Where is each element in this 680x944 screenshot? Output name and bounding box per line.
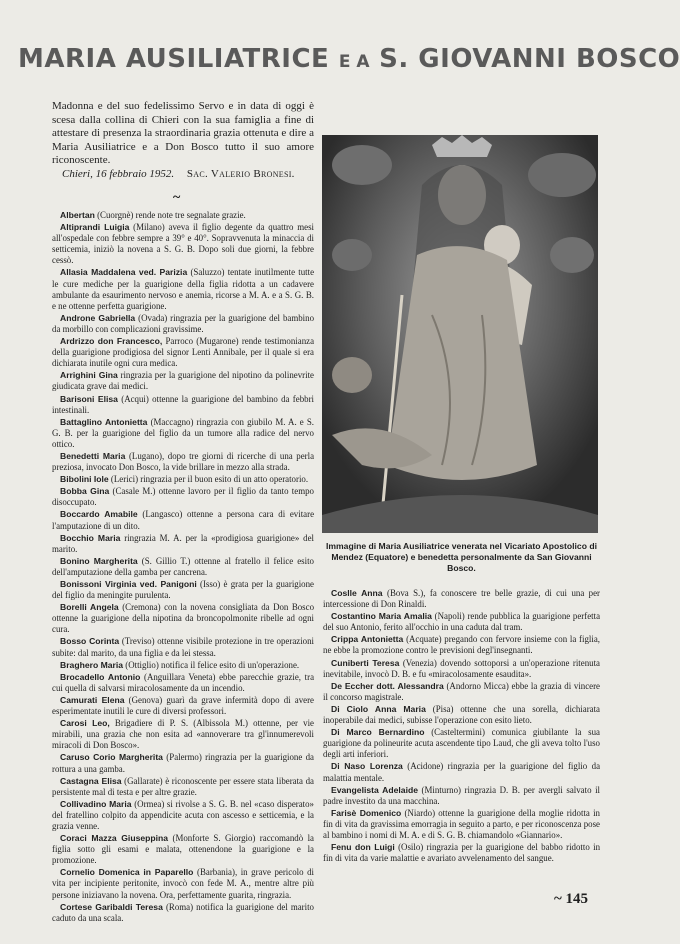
entry-text: (Acquate) pregando con fervore insieme con la figlia, ne ebbe la promozione contro le previsioni degl'insegnanti. — [323, 634, 600, 656]
entry-text: (Andorno Micca) ebbe la grazia di vincere il concorso magistrale. — [323, 680, 600, 702]
crown — [432, 135, 492, 157]
title-conjunction: E A — [338, 52, 370, 72]
grace-entry — [52, 776, 314, 798]
entry-text: (Pisa) ottenne che una sorella, dichiarata inoperabile dai medici, subisse l'operazione con esito lieto. — [323, 703, 600, 726]
cloud — [332, 145, 392, 185]
entry-text: (Minturno) ringrazia D. B. per avergli salvato il padre investito da una macchina. — [323, 784, 601, 806]
grace-entry — [323, 808, 600, 841]
grace-entry — [52, 579, 314, 601]
entry-name: Braghero Maria — [60, 659, 124, 670]
entry-text: (Napoli) rende pubblica la guarigione perfetta del suo Antonio, ferito all'occhio in una caduta dal tram. — [323, 611, 601, 633]
entry-name: Cuniberti Teresa — [331, 657, 400, 668]
entry-name: Allasia Maddalena ved. Parizia — [60, 267, 188, 278]
grace-entry — [52, 902, 314, 924]
grace-entry — [52, 417, 314, 450]
entry-text: (S. Gillio T.) ottenne al fratello il felice esito dell'amputazione della gamba per cancrena. — [52, 555, 314, 577]
entry-text: (Palermo) ringrazia per la guarigione da rottura a una gamba. — [52, 752, 314, 774]
entry-name: Borelli Angela — [60, 602, 119, 613]
entry-text: (Ovada) ringrazia per la guarigione del bambino da morbillo con complicazioni gravissime. — [52, 312, 315, 334]
entry-name: Bocchio Maria — [60, 532, 121, 543]
entry-text: ringrazia M. A. per la «prodigiosa guarigione» del marito. — [52, 532, 314, 554]
grace-entry — [52, 336, 314, 369]
page-number: ~ 145 — [554, 891, 589, 907]
grace-entry — [52, 451, 314, 473]
entry-name: Battaglino Antonietta — [60, 416, 148, 427]
entry-name: Bonino Margherita — [60, 555, 138, 566]
grace-entry — [52, 602, 314, 635]
entry-name: Costantino Maria Amalia — [331, 611, 432, 622]
entry-name: Ardrizzo don Francesco, — [60, 336, 163, 347]
grace-entry — [323, 658, 600, 680]
grace-entry — [52, 752, 314, 774]
grace-entry — [52, 867, 314, 900]
grace-entry — [52, 533, 314, 555]
saint-figure — [332, 357, 372, 393]
grace-entry — [52, 695, 314, 717]
painting-illustration — [322, 135, 598, 533]
grace-entry — [52, 486, 314, 508]
entry-text: (Isso) è grata per la guarigione del figlio da meningite purulenta. — [52, 579, 314, 601]
entry-name: Bosso Corinta — [60, 636, 120, 647]
grace-entry — [323, 842, 600, 864]
entry-name: Arrighini Gina — [60, 370, 118, 381]
grace-entry — [52, 660, 314, 671]
entry-name: Di Naso Lorenza — [331, 761, 403, 772]
entry-name: Fenu don Luigi — [331, 842, 395, 853]
entry-text: (Cremona) con la novena consigliata da Don Bosco ottenne la guarigione della nipotina da broncopolmonite ribelle ad ogni cura. — [52, 602, 315, 635]
grace-entry — [52, 313, 314, 335]
signature: Sac. Valerio Bronesi. — [186, 168, 295, 180]
grace-entry — [52, 370, 314, 392]
entry-text: (Cuorgnè) rende note tre segnalate grazie. — [97, 210, 246, 220]
entry-name: Coraci Mazza Giuseppina — [60, 833, 169, 844]
entry-text: (Treviso) ottenne visibile protezione in tre operazioni subite: dal marito, da una figlia e da lei stessa. — [52, 636, 315, 658]
entry-name: Coslle Anna — [331, 588, 383, 598]
grace-entry — [52, 672, 314, 694]
entry-text: (Anguillara Veneta) ebbe parecchie grazie, tra cui quella di salvarsi miracolosamente da un incendio. — [52, 671, 315, 693]
entry-name: Castagna Elisa — [60, 775, 122, 786]
entry-text: (Milano) aveva il figlio degente da quattro mesi all'ospedale con febbre sempre a 39° e 40°. Sopravvenuta la minaccia di setticemia, iniziò la novena a S. G. B. Dopo soli due giorni, la febbre cessò. — [52, 222, 314, 266]
entry-text: Brigadiere di P. S. (Albissola M.) ottenne, per vie mirabili, una grazia che non esita ad «annoverare tra gl'innumerevoli miracoli di Don Bosco». — [52, 718, 314, 751]
entry-text: (Ormea) si rivolse a S. G. B. nel «caso disperato» del fratellino colpito da appendicite acuta con ascesso e setticemia, e la grazia venne. — [52, 798, 314, 831]
entry-text: (Roma) notifica la guarigione del marito caduto da una scala. — [52, 901, 314, 923]
grace-entry — [323, 727, 600, 760]
entry-name: Collivadino Maria — [60, 798, 132, 809]
entry-name: Altiprandi Luigia — [60, 222, 130, 233]
grace-entry — [323, 704, 600, 726]
grace-entry — [52, 718, 314, 751]
grace-entry — [323, 611, 600, 633]
ornament-divider: ~ — [173, 190, 181, 205]
entry-name: Androne Gabriella — [60, 312, 136, 323]
entry-text: Parroco (Mugarone) rende testimonianza della guarigione prodigiosa del signor Lenti Annibale, per il quale si era dichiarata inutile ogni cura medica. — [52, 336, 315, 369]
signature-line — [52, 168, 314, 180]
entry-text: (Niardo) ottenne la guarigione della moglie ridotta in fin di vita da gravissima emorragia in seguito a parto, e per riconoscenza pose al bambino i nomi di M. A. e di S. G. B. chiamandolo «Giannario». — [323, 807, 600, 840]
grace-entry — [52, 833, 314, 866]
entry-text: (Venezia) dovendo sottoporsi a un'operazione ritenuta inevitabile, invocò D. B. e fu «miracolosamente esaudita». — [323, 657, 600, 679]
entry-text: ringrazia per la guarigione del nipotino da polinevrite giudicata grave dai medici. — [52, 370, 314, 392]
entry-name: Camurati Elena — [60, 694, 125, 705]
entry-text: (Casale M.) ottenne lavoro per il figlio da tanto tempo disoccupato. — [52, 486, 314, 508]
entry-text: (Acidone) ringrazia per la guarigione del figlio da malattia mentale. — [323, 761, 601, 783]
entry-name: Bibolini Iole — [60, 474, 109, 485]
entry-text: (Casteltermini) comunica giubilante la sua guarigione da polineurite acuta ascendente tipo Laud, che gli aveva tolto l'uso degli arti inferiori. — [323, 727, 601, 760]
grace-entry — [52, 210, 314, 221]
entry-text: (Gallarate) è riconoscente per essere stata liberata da persistente mal di testa e per altre grazie. — [52, 775, 314, 797]
entry-name: Farisè Domenico — [331, 807, 402, 818]
entry-name: Caruso Corio Margherita — [60, 752, 163, 763]
grace-entry — [52, 394, 314, 416]
grace-entry — [52, 556, 314, 578]
grace-entry — [52, 474, 314, 485]
title-part-1: MARIA AUSILIATRICE — [18, 44, 330, 74]
grace-entry — [323, 588, 600, 610]
grace-entry — [52, 222, 314, 266]
grace-entry — [323, 681, 600, 703]
entry-name: Albertan — [60, 210, 95, 220]
graces-list-column-1 — [52, 210, 315, 923]
entry-name: De Eccher dott. Alessandra — [331, 680, 444, 691]
grace-entry — [52, 636, 314, 658]
entry-text: (Osilo) ringrazia per la guarigione del babbo ridotto in fin di vita da varie malattie e avariato avvelenamento del sangue. — [323, 842, 601, 864]
entry-name: Bonissoni Virginia ved. Panigoni — [60, 579, 197, 589]
grace-entry — [52, 509, 314, 531]
grace-entry — [52, 267, 314, 311]
entry-name: Brocadello Antonio — [60, 671, 141, 682]
cherub — [332, 239, 372, 271]
entry-text: (Lerici) ringrazia per il buon esito di un atto operatorio. — [110, 474, 309, 485]
entry-text: (Maccagno) ringrazia con giubilo M. A. e S. G. B. per la guarigione del figlio da un tumore alla radice del nervo ottico. — [52, 416, 314, 449]
entry-name: Crippa Antonietta — [331, 634, 404, 645]
entry-name: Cornelio Domenica in Paparello — [60, 867, 194, 878]
entry-name: Cortese Garibaldi Teresa — [60, 901, 163, 912]
entry-text: (Langasco) ottenne a persona cara di evitare l'amputazione di un dito. — [52, 509, 315, 531]
grace-entry — [323, 785, 600, 807]
image-caption: Immagine di Maria Ausiliatrice venerata nel Vicariato Apostolico di Mendez (Equatore) e benedetta personalmente da San Giovanni Bosco. — [326, 541, 597, 573]
entry-text: (Ottiglio) notifica il felice esito di un'operazione. — [125, 659, 300, 670]
entry-text: (Genova) guarì da grave infermità dopo di avere esperimentate inutili le cure di diversi professori. — [52, 694, 314, 717]
entry-name: Boccardo Amabile — [60, 509, 138, 520]
grace-entry — [323, 761, 600, 783]
title-part-2: S. GIOVANNI BOSCO — [379, 44, 680, 74]
grace-entry — [323, 634, 600, 656]
intro-paragraph: Madonna e del suo fedelissimo Servo e in data di oggi è scesa dalla collina di Chieri con la sua famiglia a fine di attestare di presenza la straordinaria grazia ottenuta e dire a Maria Ausiliatrice e a Don Bosco tutto il suo amore riconoscente. — [52, 100, 314, 166]
entry-name: Di Ciolo Anna Maria — [331, 703, 426, 714]
grace-entry — [52, 799, 314, 832]
cloud — [528, 153, 596, 197]
madonna-painting-image — [322, 135, 598, 533]
entry-name: Di Marco Bernardino — [331, 727, 425, 738]
entry-text: (Saluzzo) tentate inutilmente tutte le cure mediche per la guarigione della figlia ridotta a un cadavere ambulante da esaurimento nervoso e anemia, ricorse a M. A. e a S. G. B. e ne ottenne perfetta guarigione. — [52, 267, 315, 311]
cherub — [550, 237, 594, 273]
entry-name: Barisoni Elisa — [60, 393, 118, 404]
entry-name: Benedetti Maria — [60, 450, 126, 461]
place-date: Chieri, 16 febbraio 1952. — [62, 168, 175, 180]
entry-name: Bobba Gina — [60, 486, 110, 497]
entry-text: (Lugano), dopo tre giorni di ricerche di una perla preziosa, invocato Don Bosco, la vide brillare in mezzo alla strada. — [52, 450, 315, 473]
entry-name: Evangelista Adelaide — [331, 784, 418, 795]
entry-name: Carosi Leo, — [60, 718, 110, 729]
graces-list-column-2 — [323, 588, 600, 896]
entry-text: (Monforte S. Giorgio) raccomandò la figlia sotto gli esami e malata, ottenendone la guarigione e la promozione. — [52, 833, 314, 866]
entry-text: (Acqui) ottenne la guarigione del bambino da febbri intestinali. — [52, 393, 314, 415]
page-title — [18, 44, 680, 74]
entry-text: (Bova S.), fa conoscere tre belle grazie, di cui una per intercessione di Don Rinaldi. — [323, 588, 601, 610]
entry-text: (Barbania), in grave pericolo di vita per incipiente peritonite, invocò con fede M. A., mentre altre più persone iniziavano la novena. Ora, perfettamente guarita, ringrazia. — [52, 867, 314, 900]
